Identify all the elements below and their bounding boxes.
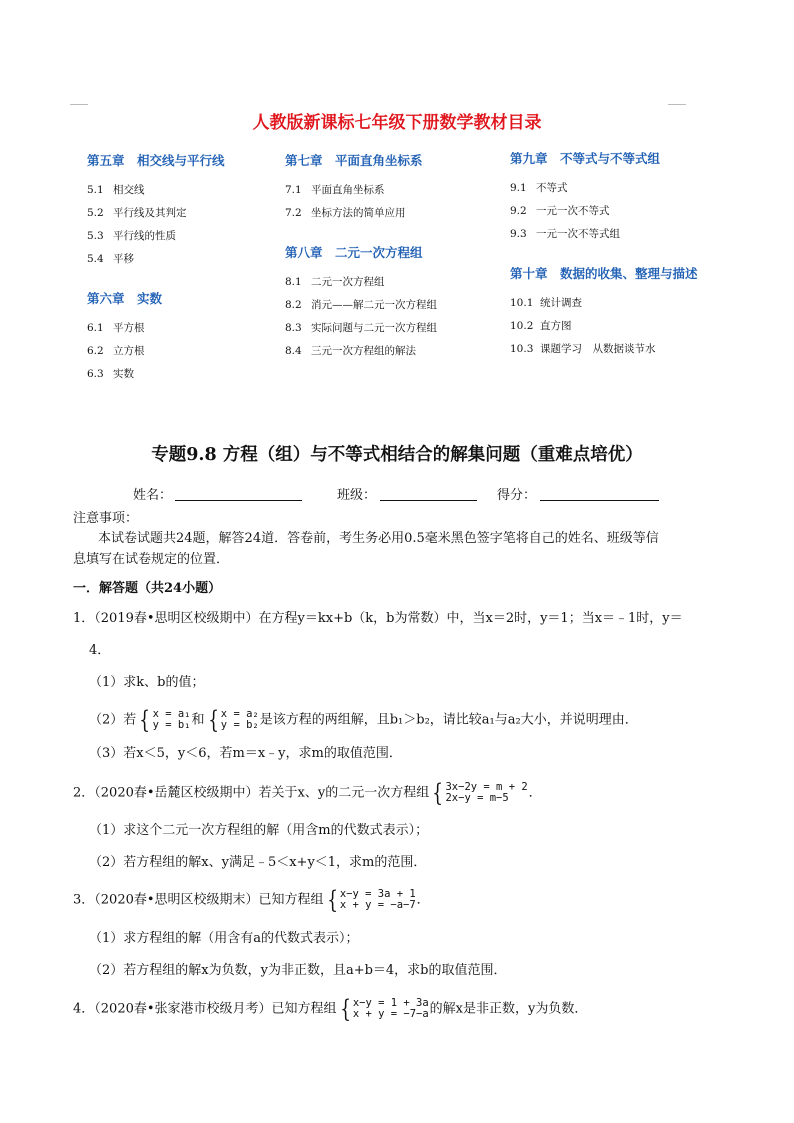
toc-item-number: 6.3: [87, 368, 104, 380]
toc-column-3: [510, 149, 698, 361]
q3-part-2: （2）若方程组的解x为负数，y为非正数，且a+b＝4，求b的取值范围．: [89, 963, 507, 978]
q1-system-b-top: x = a₂: [220, 708, 259, 720]
toc-item[interactable]: [87, 179, 225, 202]
toc-item-label: 一元一次不等式: [536, 205, 610, 217]
name-label: 姓名：: [133, 488, 173, 503]
q1-part-2-prefix: （2）若: [89, 712, 137, 728]
toc-item[interactable]: [510, 338, 698, 361]
toc-item[interactable]: [285, 271, 437, 294]
q2-part-2: （2）若方程组的解x、y满足﹣5＜x+y＜1，求m的范围．: [89, 855, 427, 870]
name-field[interactable]: [175, 500, 302, 501]
q4-stem: [73, 997, 587, 1021]
q3-system-bottom: x + y = −a−7: [339, 899, 416, 911]
toc-item[interactable]: [510, 223, 698, 246]
toc-chapter-title[interactable]: 第六章 实数: [87, 291, 163, 306]
q1-part-1: （1）求k、b的值；: [89, 675, 205, 690]
q2-system-top: 3x−2y = m + 2: [445, 781, 528, 793]
q4-system: [338, 997, 429, 1021]
left-brace-icon: {: [339, 995, 351, 1023]
toc-item[interactable]: [510, 200, 698, 223]
toc-spacer: [87, 271, 225, 289]
toc-item[interactable]: [285, 179, 437, 202]
toc-item-label: 立方根: [113, 345, 145, 357]
toc-chapter-title[interactable]: 第八章 二元一次方程组: [285, 245, 423, 260]
toc-item[interactable]: [87, 202, 225, 225]
toc-item[interactable]: [285, 317, 437, 340]
toc-item-label: 平方根: [113, 322, 145, 334]
q4-stem-text: 4．（2020春•张家港市校级月考）已知方程组: [73, 1001, 337, 1017]
toc-item-number: 6.2: [87, 345, 104, 357]
toc-item-number: 10.3: [510, 343, 534, 355]
q1-part-2: [89, 708, 638, 732]
q2-system-bottom: 2x−y = m−5: [445, 792, 509, 804]
q4-system-top: x−y = 1 + 3a: [352, 997, 429, 1009]
toc-item-number: 5.1: [87, 184, 104, 196]
q1-system-a-bottom: y = b₁: [152, 719, 191, 731]
toc-spacer: [87, 309, 225, 317]
toc-chapter-title[interactable]: 第五章 相交线与平行线: [87, 153, 225, 168]
q1-system-b: [206, 708, 259, 732]
toc-item-number: 5.2: [87, 207, 104, 219]
toc-item-number: 8.2: [285, 299, 302, 311]
toc-item-label: 平行线的性质: [113, 230, 176, 242]
toc-item-number: 9.2: [510, 205, 527, 217]
q3-part-1: （1）求方程组的解（用含有a的代数式表示）；: [89, 931, 359, 946]
q3-stem-end: ．: [416, 892, 430, 908]
toc-item-number: 9.1: [510, 182, 527, 194]
toc-item-number: 7.2: [285, 207, 302, 219]
left-brace-icon: {: [326, 886, 338, 914]
q2-stem: [73, 781, 542, 805]
toc-item[interactable]: [87, 340, 225, 363]
toc-chapter-title[interactable]: 第十章 数据的收集、整理与描述: [510, 266, 698, 281]
toc-spacer: [510, 246, 698, 264]
toc-item[interactable]: [87, 225, 225, 248]
q1-system-b-bottom: y = b₂: [220, 719, 259, 731]
toc-spacer: [285, 225, 437, 243]
toc-item-number: 6.1: [87, 322, 104, 334]
notice-line-2: 息填写在试卷规定的位置．: [73, 552, 230, 567]
toc-item-label: 平移: [113, 253, 134, 265]
q3-stem: [73, 888, 430, 912]
toc-item[interactable]: [510, 292, 698, 315]
toc-item-label: 不等式: [536, 182, 568, 194]
toc-title: 人教版新课标七年级下册数学教材目录: [252, 113, 542, 133]
toc-spacer: [510, 284, 698, 292]
toc-chapter-title[interactable]: 第七章 平面直角坐标系: [285, 153, 423, 168]
q1-line-2: 4．: [89, 643, 111, 658]
toc-item-number: 8.1: [285, 276, 302, 288]
q1-system-a: [137, 708, 190, 732]
toc-item-number: 5.4: [87, 253, 104, 265]
section-title: 一．解答题（共24小题）: [73, 581, 222, 596]
toc-item-label: 实数: [113, 368, 134, 380]
toc-column-2: [285, 151, 437, 363]
toc-item[interactable]: [510, 315, 698, 338]
q2-system: [430, 781, 527, 805]
toc-item[interactable]: [87, 248, 225, 271]
toc-item-label: 坐标方法的简单应用: [311, 207, 406, 219]
q3-stem-text: 3．（2020春•思明区校级期末）已知方程组: [73, 892, 324, 908]
q2-stem-end: ．: [528, 785, 542, 801]
score-label: 得分：: [497, 488, 537, 503]
q2-part-1: （1）求这个二元一次方程组的解（用含m的代数式表示）；: [89, 823, 429, 838]
toc-item-label: 统计调查: [540, 297, 582, 309]
toc-item[interactable]: [285, 294, 437, 317]
toc-spacer: [87, 171, 225, 179]
toc-item-label: 三元一次方程组的解法: [311, 345, 416, 357]
q2-stem-text: 2．（2020春•岳麓区校级期中）若关于x、y的二元一次方程组: [73, 785, 430, 801]
toc-item-label: 平面直角坐标系: [311, 184, 385, 196]
left-brace-icon: {: [432, 779, 444, 807]
class-field[interactable]: [380, 500, 477, 501]
toc-item-number: 8.4: [285, 345, 302, 357]
left-brace-icon: {: [207, 706, 219, 734]
student-info-row: [0, 484, 794, 504]
toc-item-label: 实际问题与二元一次方程组: [311, 322, 437, 334]
notice-title: 注意事项：: [73, 511, 139, 526]
q1-part-3: （3）若x＜5，y＜6，若m＝x﹣y，求m的取值范围．: [89, 746, 402, 761]
toc-item[interactable]: [285, 340, 437, 363]
toc-spacer: [285, 263, 437, 271]
toc-item-label: 平行线及其判定: [113, 207, 187, 219]
toc-item-number: 9.3: [510, 228, 527, 240]
toc-item-number: 8.3: [285, 322, 302, 334]
toc-item-number: 10.2: [510, 320, 534, 332]
toc-item-label: 消元——解二元一次方程组: [311, 299, 437, 311]
class-label: 班级：: [337, 488, 377, 503]
toc-spacer: [510, 169, 698, 177]
corner-mark-left: [70, 104, 88, 105]
toc-item[interactable]: [285, 202, 437, 225]
q4-system-bottom: x + y = −7−a: [352, 1008, 429, 1020]
toc-item-label: 二元一次方程组: [311, 276, 385, 288]
toc-item-number: 7.1: [285, 184, 302, 196]
q1-part-2-suffix: 是该方程的两组解，且b₁＞b₂，请比较a₁与a₂大小，并说明理由．: [259, 712, 638, 728]
q1-part-2-and: 和: [191, 712, 205, 728]
q4-stem-end: 的解x是非正数，y为负数．: [429, 1001, 588, 1017]
toc-item-number: 5.3: [87, 230, 104, 242]
corner-mark-right: [668, 104, 686, 105]
q3-system: [325, 888, 416, 912]
q1-line-1: 1．（2019春•思明区校级期中）在方程y＝kx+b（k，b为常数）中，当x＝2时，y＝1；当x＝﹣1时，y＝: [73, 611, 683, 626]
toc-item-label: 相交线: [113, 184, 145, 196]
left-brace-icon: {: [139, 706, 151, 734]
toc-item-label: 一元一次不等式组: [536, 228, 620, 240]
toc-item[interactable]: [510, 177, 698, 200]
toc-item[interactable]: [87, 317, 225, 340]
toc-chapter-title[interactable]: 第九章 不等式与不等式组: [510, 151, 661, 166]
toc-item-label: 课题学习 从数据谈节水: [540, 343, 656, 355]
notice-line-1: 本试卷试题共24题，解答24道．答卷前，考生务必用0.5毫米黑色签字笔将自己的姓名、班级等信: [98, 531, 659, 546]
score-field[interactable]: [540, 500, 659, 501]
toc-spacer: [285, 171, 437, 179]
page-title: 专题9.8 方程（组）与不等式相结合的解集问题（重难点培优）: [151, 445, 643, 465]
toc-item-number: 10.1: [510, 297, 534, 309]
q3-system-top: x−y = 3a + 1: [339, 888, 416, 900]
toc-item-label: 直方图: [540, 320, 572, 332]
toc-column-1: [87, 151, 225, 386]
toc-item[interactable]: [87, 363, 225, 386]
q1-system-a-top: x = a₁: [152, 708, 191, 720]
